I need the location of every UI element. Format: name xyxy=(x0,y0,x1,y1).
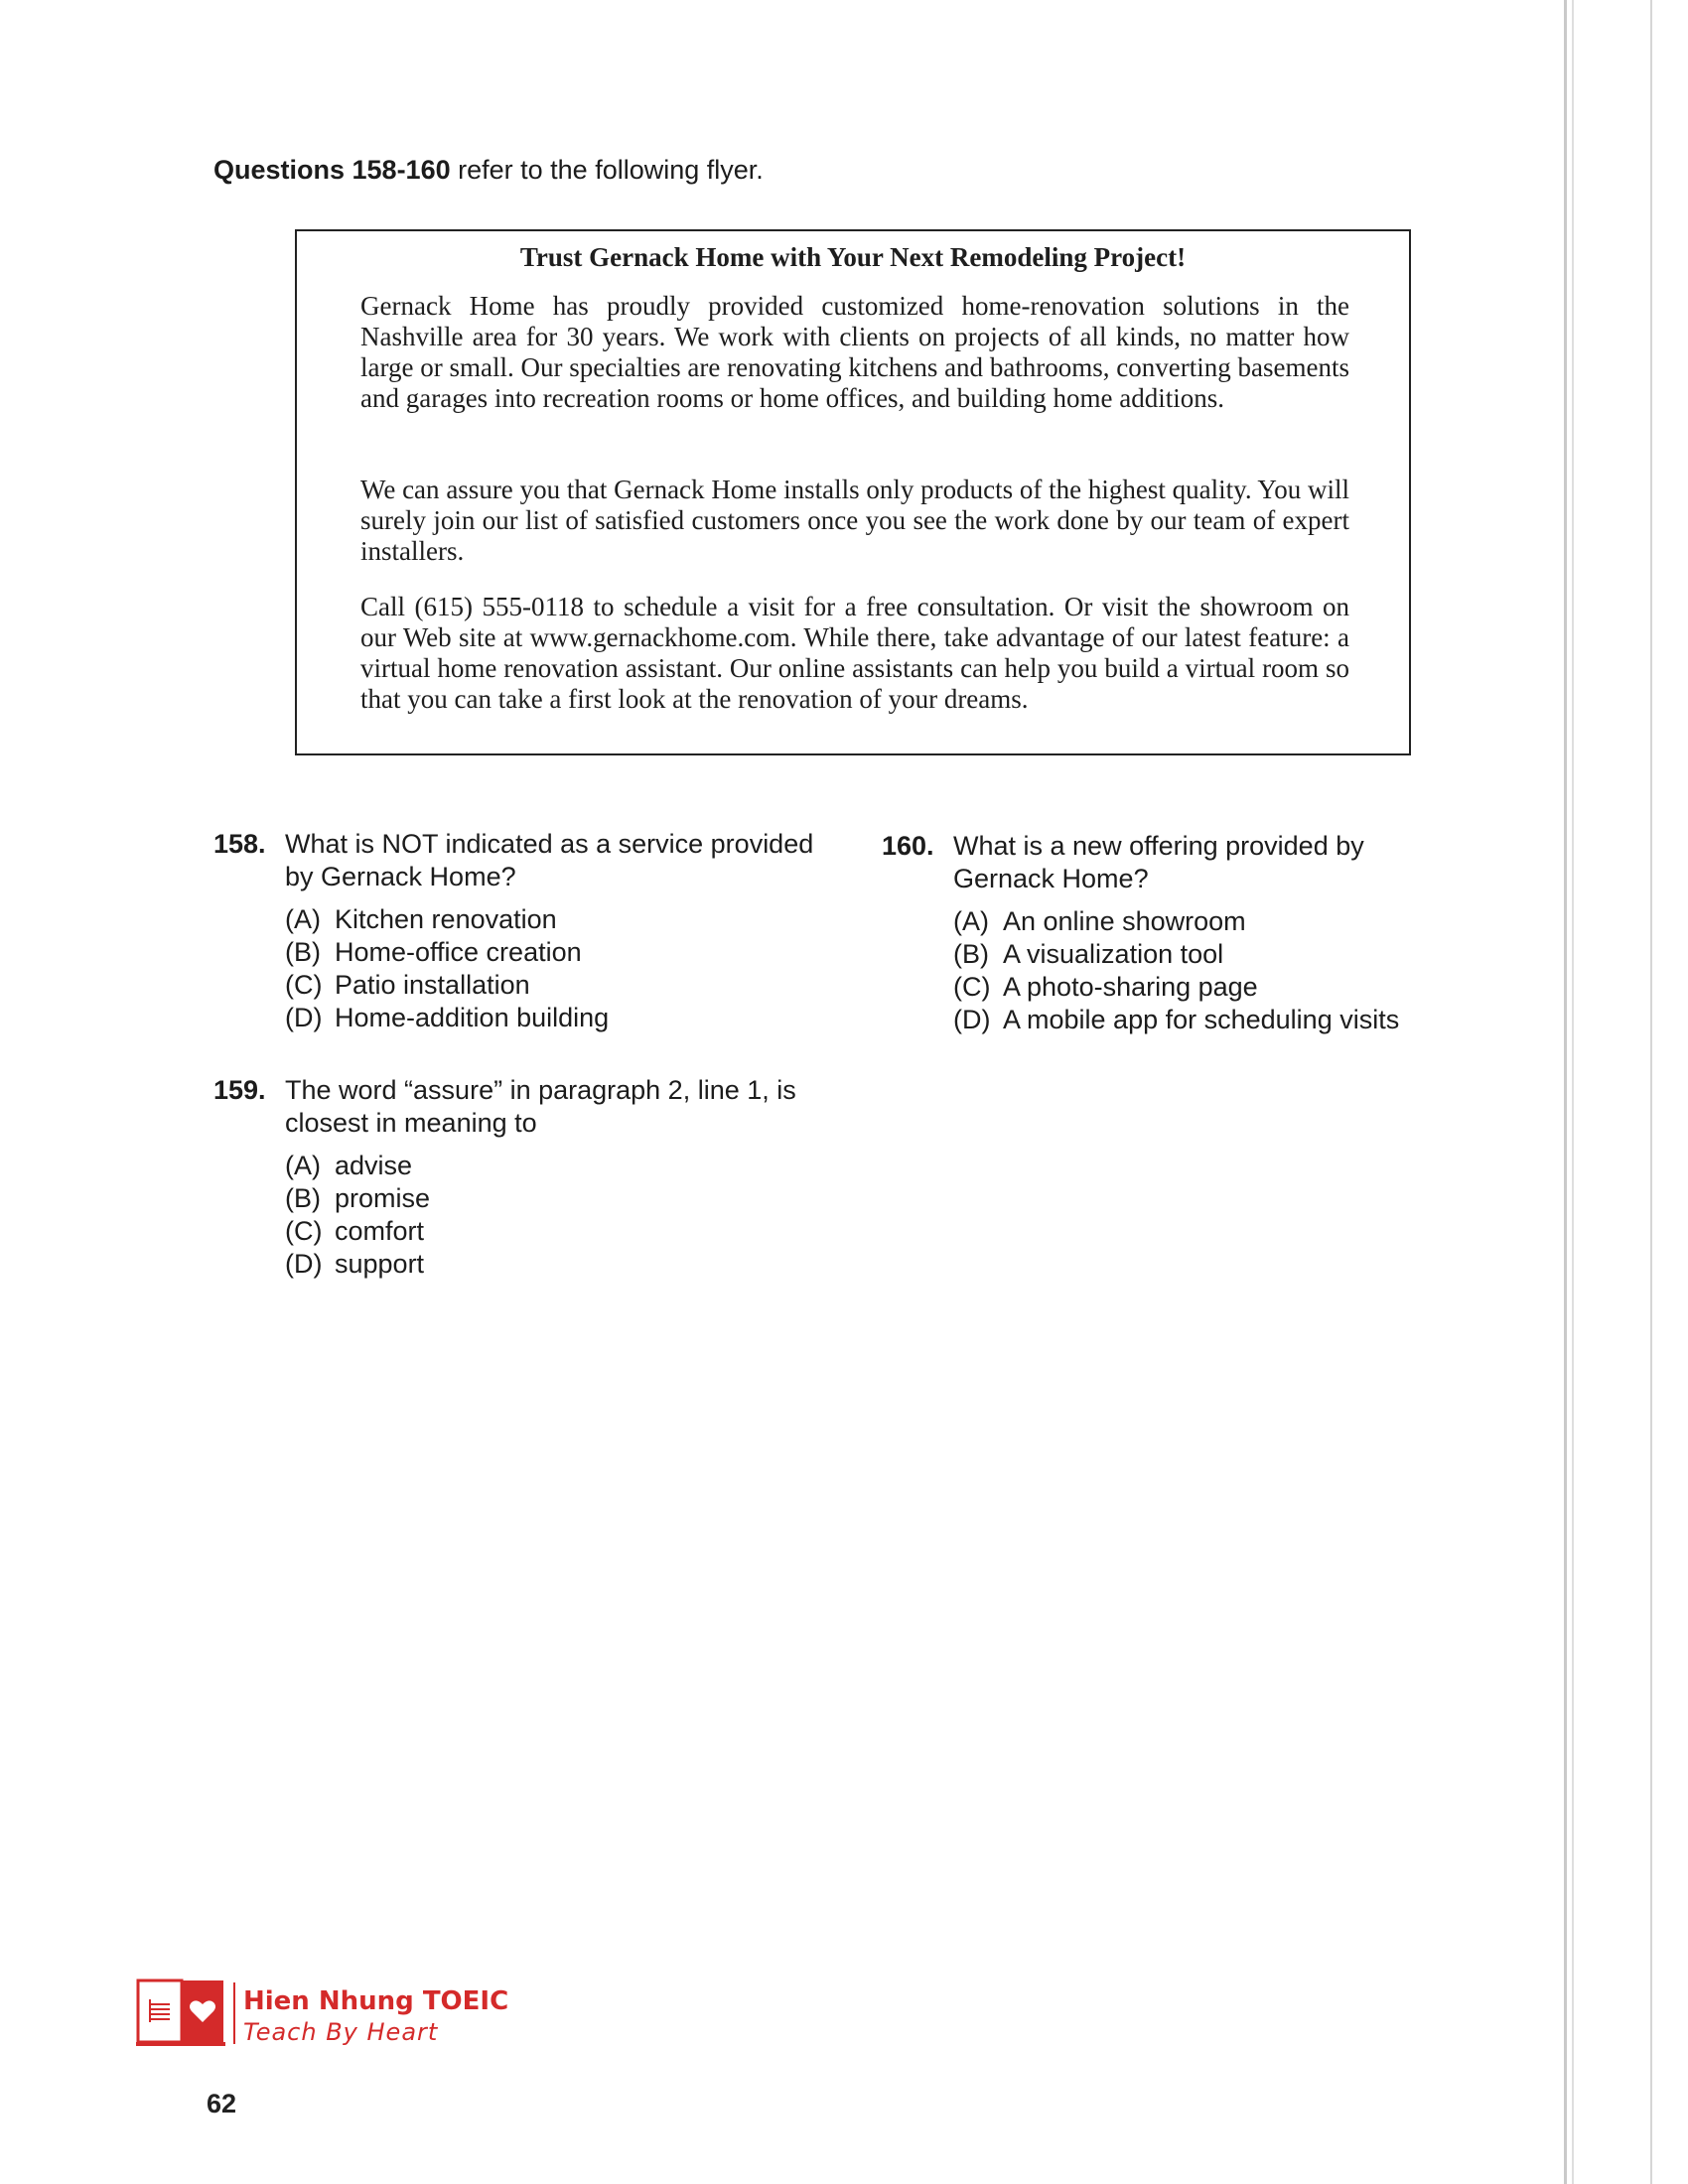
answer-options xyxy=(953,905,1399,1036)
answer-option-b[interactable] xyxy=(285,1182,430,1215)
answer-option-c[interactable] xyxy=(285,1215,430,1248)
answer-option-a[interactable] xyxy=(285,903,609,936)
flyer-box xyxy=(295,229,1411,755)
option-letter: (D) xyxy=(285,1249,323,1279)
scan-edge xyxy=(1572,0,1574,2184)
option-text: Patio installation xyxy=(335,970,530,1000)
brand-name: Hien Nhung TOEIC xyxy=(243,1986,509,2016)
logo-divider xyxy=(233,1982,235,2044)
answer-option-d[interactable] xyxy=(285,1002,609,1034)
page-number: 62 xyxy=(207,2089,237,2118)
question-158 xyxy=(213,828,849,1046)
answer-option-a[interactable] xyxy=(285,1150,430,1182)
option-letter: (A) xyxy=(285,1151,321,1180)
option-text: advise xyxy=(335,1151,413,1180)
flyer-title: Trust Gernack Home with Your Next Remodeling Project! xyxy=(519,242,1187,272)
question-number: 159. xyxy=(213,1075,266,1105)
option-text: comfort xyxy=(335,1216,425,1246)
answer-option-d[interactable] xyxy=(953,1004,1399,1036)
option-text: Kitchen renovation xyxy=(335,904,557,934)
option-text: Home-addition building xyxy=(335,1003,610,1032)
scan-edge xyxy=(1650,0,1652,2184)
answer-option-a[interactable] xyxy=(953,905,1399,938)
answer-options xyxy=(285,1150,430,1281)
question-range: Questions 158-160 xyxy=(213,155,451,185)
option-text: promise xyxy=(335,1183,431,1213)
option-letter: (A) xyxy=(285,904,321,934)
intro-text: refer to the following flyer. xyxy=(450,155,764,185)
option-letter: (C) xyxy=(285,1216,323,1246)
option-letter: (D) xyxy=(285,1003,323,1032)
flyer-paragraph-2: We can assure you that Gernack Home installs only products of the highest quality. You will surely join our list of satisfied customers once you see the work done by our team of expert installers. xyxy=(360,475,1349,566)
option-letter: (C) xyxy=(285,970,323,1000)
answer-option-d[interactable] xyxy=(285,1248,430,1281)
questions-intro xyxy=(213,155,764,186)
answer-option-b[interactable] xyxy=(953,938,1399,971)
brand-tagline: Teach By Heart xyxy=(243,2018,439,2046)
option-text: A photo-sharing page xyxy=(1003,972,1258,1002)
book-heart-icon xyxy=(136,1979,225,2048)
question-159 xyxy=(213,1074,849,1293)
option-text: A visualization tool xyxy=(1003,939,1224,969)
question-text: What is NOT indicated as a service provided by Gernack Home? xyxy=(285,829,814,891)
question-number: 158. xyxy=(213,829,266,859)
option-text: An online showroom xyxy=(1003,906,1246,936)
answer-option-c[interactable] xyxy=(285,969,609,1002)
brand-logo xyxy=(136,1979,533,2048)
flyer-paragraph-1: Gernack Home has proudly provided customized home-renovation solutions in the Nashville area for 30 years. We work with clients on projects of all kinds, no matter how large or small. Our specialties are renovating kitchens and bathrooms, converting basements and garages into recreation rooms or home offices, and building home additions. xyxy=(360,291,1349,413)
option-letter: (A) xyxy=(953,906,989,936)
option-letter: (B) xyxy=(953,939,989,969)
option-letter: (B) xyxy=(285,937,321,967)
option-text: A mobile app for scheduling visits xyxy=(1003,1005,1400,1034)
question-text: The word “assure” in paragraph 2, line 1, is closest in meaning to xyxy=(285,1075,796,1138)
answer-options xyxy=(285,903,609,1034)
question-number: 160. xyxy=(882,831,934,861)
option-letter: (D) xyxy=(953,1005,991,1034)
option-letter: (C) xyxy=(953,972,991,1002)
question-text: What is a new offering provided by Gernack Home? xyxy=(953,831,1364,893)
option-letter: (B) xyxy=(285,1183,321,1213)
scan-edge xyxy=(1564,0,1567,2184)
option-text: support xyxy=(335,1249,425,1279)
question-160 xyxy=(882,830,1438,1048)
answer-option-c[interactable] xyxy=(953,971,1399,1004)
answer-option-b[interactable] xyxy=(285,936,609,969)
option-text: Home-office creation xyxy=(335,937,582,967)
flyer-paragraph-3: Call (615) 555-0118 to schedule a visit for a free consultation. Or visit the showroom on our Web site at www.gernackhome.com. While there, take advantage of our latest feature: a virtual home renovation assistant. Our online assistants can help you build a virtual room so that you can take a first look at the renovation of your dreams. xyxy=(360,592,1349,714)
